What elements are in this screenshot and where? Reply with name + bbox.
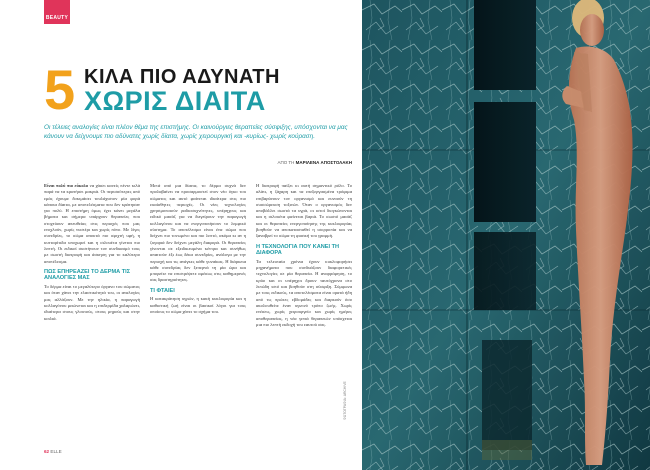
page-footer <box>44 449 62 454</box>
subheading: Η ΤΕΧΝΟΛΟΓΙΑ ΠΟΥ ΚΑΝΕΙ ΤΗ ΔΙΑΦΟΡΑ <box>256 243 340 257</box>
headline-line-1: ΚΙΛΑ ΠΙΟ ΑΔΥΝΑΤΗ <box>84 66 280 88</box>
subheading: ΠΩΣ ΕΠΗΡΕΑΖΕΙ ΤΟ ΔΕΡΜΑ ΤΙΣ ΑΝΑΛΟΓΙΕΣ ΜΑΣ <box>44 268 131 282</box>
byline-prefix: ΑΠΟ ΤΗ <box>277 160 295 165</box>
section-tab: ΒEAUTY <box>44 0 70 24</box>
photo-credit: ΦΩΤΟΓΡΑΦΙΑ: ARCHIVE <box>343 381 347 420</box>
right-page-photo <box>362 0 650 470</box>
subheading: ΤΙ ΦΤΑΙΕΙ <box>150 287 175 294</box>
lead-in: Είναι πολύ πιο εύκολο <box>44 183 89 188</box>
article-column-2 <box>150 183 246 445</box>
body-paragraph: Η διατροφή παίζει κι αυτή σημαντικό ρόλο. Το αλάτι, η ζάχαρη και τα επεξεργασμένα τρόφιμα επιβαρύνουν τον οργανισμό και ευνοούν τη συσσώρευση τοξινών. Όταν ο οργανισμός δεν αποβάλλει σωστά τα υγρά, οι ιστοί διογκώνονται και η σιλουέτα φαίνεται βαριά. Το σωστό μασάζ και οι θεραπείες ενεργοποίησης της κυκλοφορίας βοηθούν να αποκατασταθεί η ισορροπία και να ξαναβρεί το σώμα τη φυσική του γραμμή. <box>256 183 352 239</box>
paragraph-text: να χάσει κανείς πέντε κιλά παρά να τα κρατήσει μακριά. Οι περισσότερες από εμάς έχουμε δοκιμάσει τουλάχιστον μία φορά κάποια δίαιτα, με αποτελέσματα που δεν κράτησαν για πολύ. Η επιστήμη όμως έχει κάνει μεγάλα βήματα και σήμερα υπάρχουν θεραπείες που στοχεύουν απευθείας στις περιοχές που μας ενοχλούν, χωρίς νυστέρι και χωρίς πόνο. Με λίγες συνεδρίες, το σώμα αποκτά πιο σφιχτή υφή, η κυτταρίτιδα υποχωρεί και η σιλουέτα γίνεται πιο λεπτή. Οι ειδικοί συστήνουν τον συνδυασμό τους με σωστή διατροφή και άσκηση για το καλύτερο αποτέλεσμα. <box>44 183 140 264</box>
article-column-1 <box>44 183 140 445</box>
article-column-3 <box>256 183 352 445</box>
body-paragraph: Τα τελευταία χρόνια έχουν κυκλοφορήσει μηχανήματα που συνδυάζουν διαφορετικές τεχνολογίες σε μία θεραπεία. Η αναρρόφηση, το κρύο και οι υπέρηχοι δρουν ταυτόχρονα στο λιπώδη ιστό και βοηθούν στη σύσφιξη. Σύμφωνα με τους ειδικούς, τα αποτελέσματα είναι ορατά ήδη από τις πρώτες εβδομάδες και διαρκούν όσο ακολουθείτε έναν υγιεινό τρόπο ζωής. Χωρίς ενέσεις, χωρίς χειρουργείο και χωρίς ημέρες αποθεραπείας, η νέα γενιά θεραπειών υπόσχεται μια πιο λεπτή εκδοχή του εαυτού σας. <box>256 258 352 327</box>
marble-wall-photo <box>362 0 650 470</box>
lead-paragraph: Οι τέλειες αναλογίες είναι πλέον θέμα της επιστήμης. Οι καινούργιες θεραπείες σύσφιξης, υπόσχονται να μας κάνουν να δείχνουμε πιο αδύνατες χωρίς δίαιτα, χωρίς χειρουργική και -κυρίως- χωρίς κούραση. <box>44 124 348 140</box>
headline-line-2: ΧΩΡΙΣ ΔΙΑΙΤΑ <box>84 86 266 116</box>
byline-author: ΜΑΡΙΛΕΝΑ ΑΠΟΣΤΟΛΑΚΗ <box>295 160 352 165</box>
body-paragraph: Μετά από μια δίαιτα, το δέρμα συχνά δεν προλαβαίνει να προσαρμοστεί στον νέο όγκο του σώματος και αυτό φαίνεται ιδιαίτερα στις πιο ευαίσθητες περιοχές. Οι νέες τεχνολογίες χρησιμοποιούν ραδιοσυχνότητες, υπέρηχους και ειδικό μασάζ για να διεγείρουν την παραγωγή κολλαγόνου και να ενεργοποιήσουν το λεμφικό σύστημα. Το αποτέλεσμα είναι ένα σώμα που δείχνει πιο τονωμένο και πιο λεπτό, ακόμα κι αν η ζυγαριά δεν δείχνει μεγάλη διαφορά. Οι θεραπείες γίνονται σε εξειδικευμένα κέντρα και συνήθως απαιτούν έξι έως δέκα συνεδρίες, ανάλογα με την περιοχή και τις ανάγκες κάθε γυναίκας. Η διάρκεια κάθε συνεδρίας δεν ξεπερνά τη μία ώρα και μπορείτε να επιστρέψετε αμέσως στις καθημερινές σας δραστηριότητες. <box>150 183 246 283</box>
magazine-name: ELLE <box>50 449 62 454</box>
body-paragraph <box>44 183 140 265</box>
byline <box>240 160 352 165</box>
article-columns <box>44 183 354 445</box>
page-number: 62 <box>44 449 50 454</box>
headline-number: 5 <box>44 58 76 121</box>
body-paragraph: Η κατακράτηση υγρών, η κακή κυκλοφορία και η καθιστική ζωή είναι οι βασικοί λόγοι για τους οποίους το σώμα χάνει το σχήμα του. <box>150 296 246 314</box>
body-paragraph: Το δέρμα είναι το μεγαλύτερο όργανο του σώματος και όταν χάνει την ελαστικότητά του, οι αναλογίες μας αλλάζουν. Με την ηλικία, η παραγωγή κολλαγόνου μειώνεται και η επιδερμίδα χαλαρώνει, ιδιαίτερα στους γλουτούς, στους μηρούς και στην κοιλιά. <box>44 284 140 321</box>
